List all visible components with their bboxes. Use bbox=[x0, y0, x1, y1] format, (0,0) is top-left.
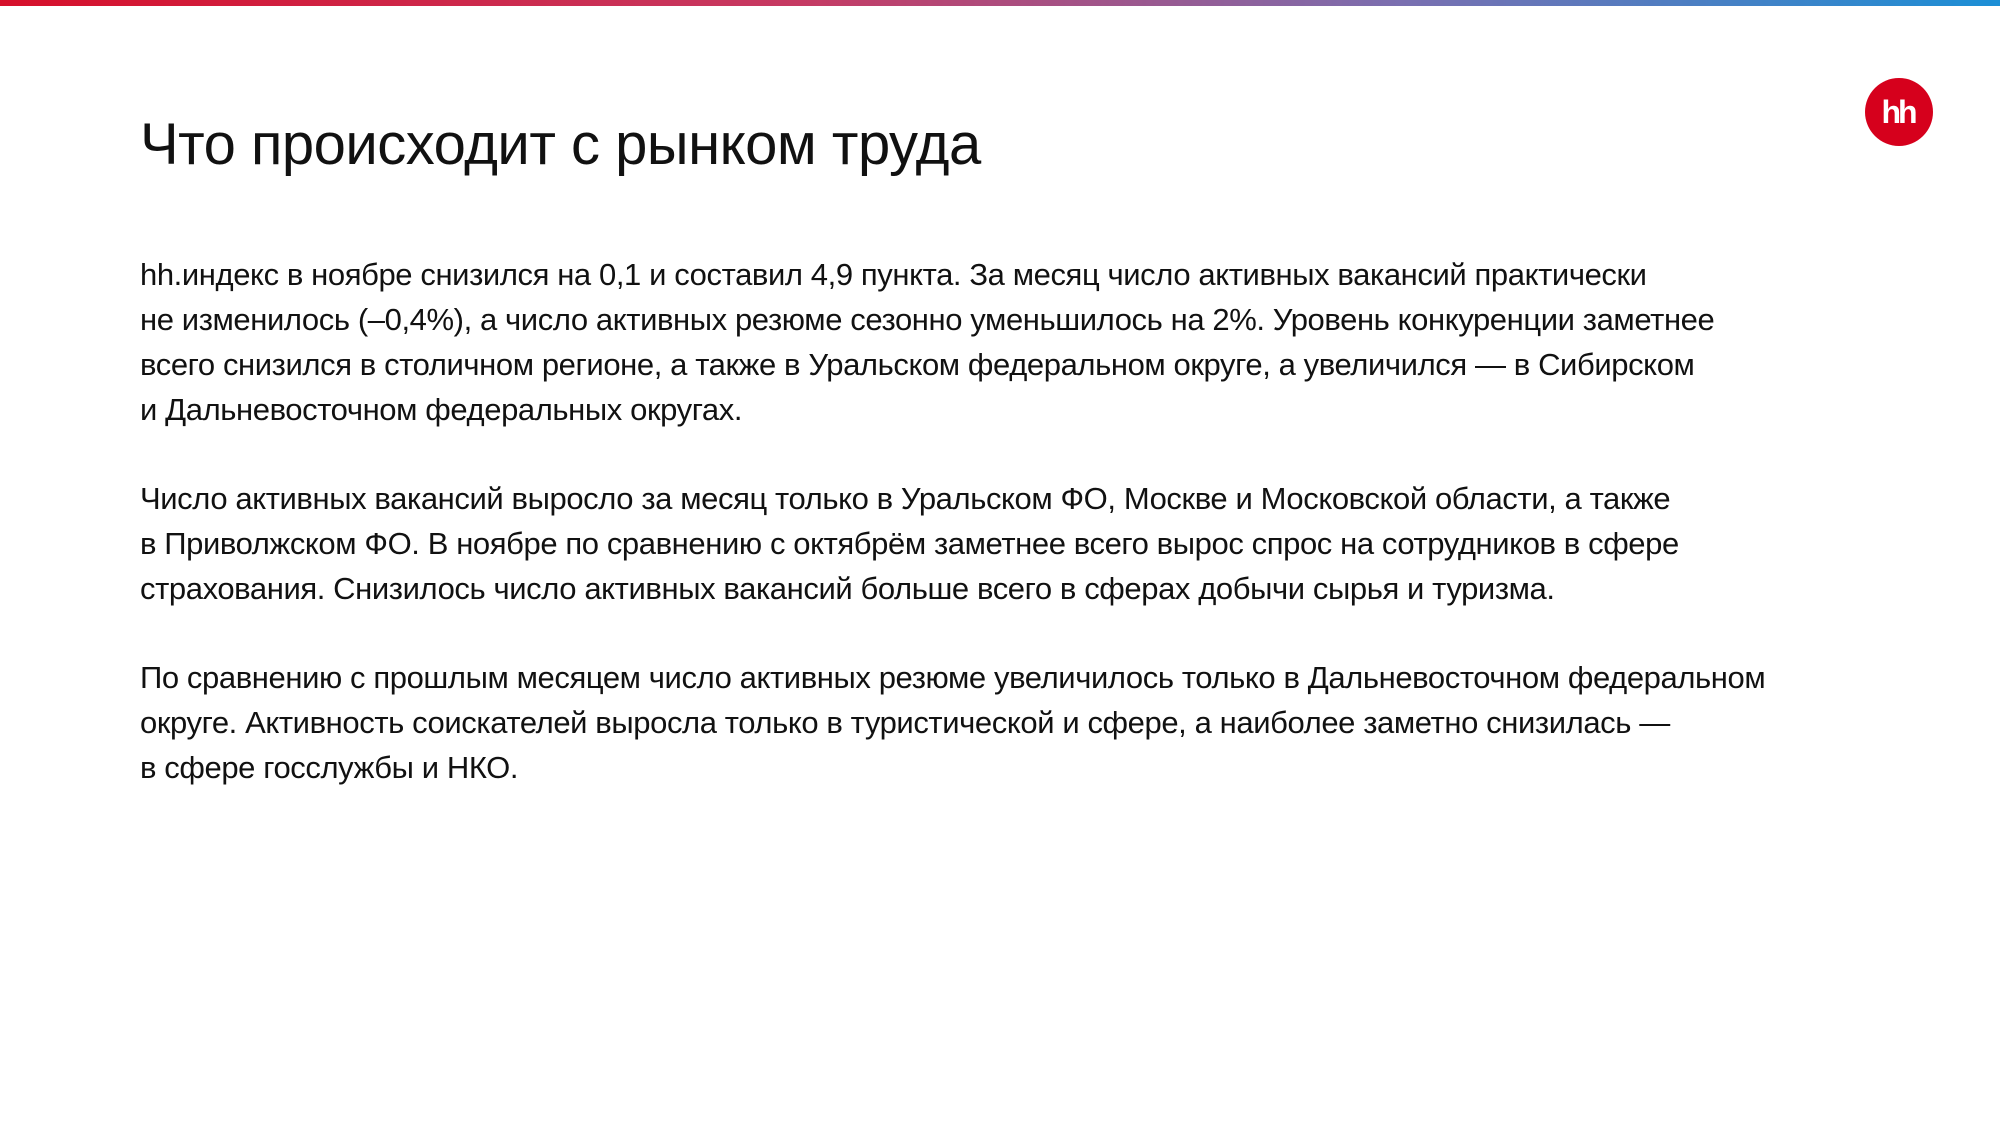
top-accent-bar bbox=[0, 0, 2000, 6]
text-line: в Приволжском ФО. В ноябре по сравнению с октябрём заметнее всего вырос спрос на сотрудников в сфере bbox=[140, 526, 1679, 561]
text-line: hh.индекс в ноябре снизился на 0,1 и составил 4,9 пункта. За месяц число активных вакансий практически bbox=[140, 257, 1647, 292]
text-line: в сфере госслужбы и НКО. bbox=[140, 750, 519, 785]
paragraph-hh-index bbox=[140, 252, 1840, 432]
text-line: Число активных вакансий выросло за месяц только в Уральском ФО, Москве и Московской области, а также bbox=[140, 481, 1671, 516]
hh-logo-text: hh bbox=[1881, 94, 1915, 130]
text-line: всего снизился в столичном регионе, а также в Уральском федеральном округе, а увеличился — в Сибирском bbox=[140, 347, 1695, 382]
text-line: По сравнению с прошлым месяцем число активных резюме увеличилось только в Дальневосточном федеральном bbox=[140, 660, 1766, 695]
hh-logo bbox=[1865, 78, 1933, 146]
text-line: страхования. Снизилось число активных вакансий больше всего в сферах добычи сырья и туризма. bbox=[140, 571, 1555, 606]
text-line: округе. Активность соискателей выросла только в туристической и сфере, а наиболее заметно снизилась — bbox=[140, 705, 1670, 740]
paragraph-vacancies bbox=[140, 476, 1840, 611]
paragraph-resumes bbox=[140, 655, 1840, 790]
page-title: Что происходит с рынком труда bbox=[140, 112, 981, 177]
text-line: и Дальневосточном федеральных округах. bbox=[140, 392, 743, 427]
text-line: не изменилось (–0,4%), а число активных резюме сезонно уменьшилось на 2%. Уровень конкуренции заметнее bbox=[140, 302, 1715, 337]
slide-content bbox=[140, 252, 1840, 834]
